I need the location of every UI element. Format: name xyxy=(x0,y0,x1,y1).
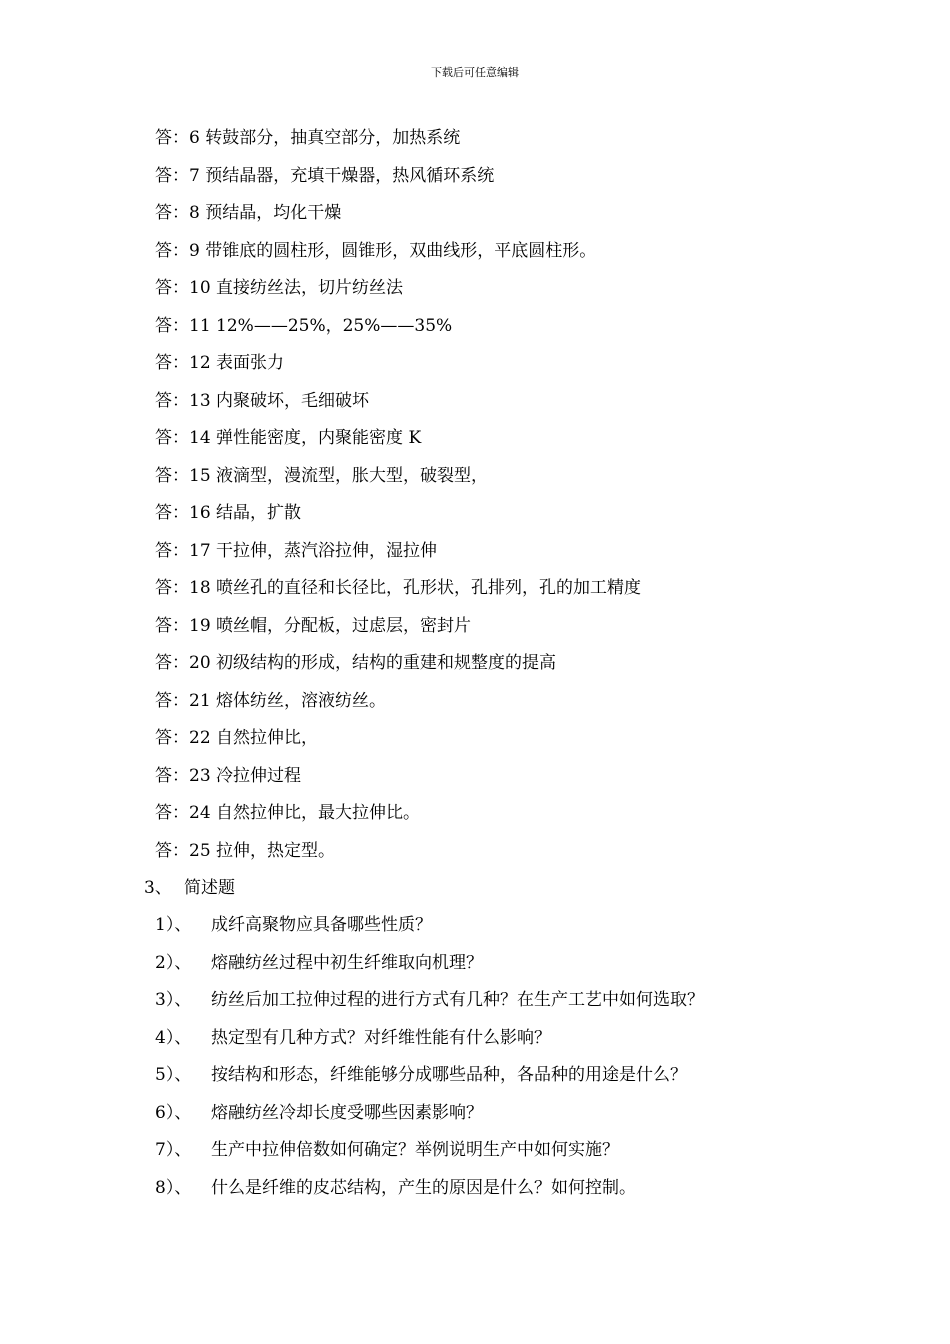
answer-item: 答：24 自然拉伸比，最大拉伸比。 xyxy=(155,803,421,823)
question-item xyxy=(155,987,875,1025)
question-item xyxy=(155,1100,875,1138)
section-number: 3、 xyxy=(144,878,172,898)
question-number: 2）、 xyxy=(155,952,192,973)
question-item xyxy=(155,950,875,988)
answer-item: 答：12 表面张力 xyxy=(155,353,285,373)
question-number: 6）、 xyxy=(155,1102,192,1123)
answer-item: 答：16 结晶，扩散 xyxy=(155,503,302,523)
question-number: 4）、 xyxy=(155,1027,192,1048)
question-number: 3）、 xyxy=(155,990,192,1010)
answer-item: 答：9 带锥底的圆柱形，圆锥形，双曲线形，平底圆柱形。 xyxy=(155,240,597,261)
answer-item: 答：25 拉伸，热定型。 xyxy=(155,840,336,861)
answer-item: 答：15 液滴型，漫流型，胀大型，破裂型， xyxy=(155,465,489,486)
answer-item: 答：21 熔体纺丝，溶液纺丝。 xyxy=(155,690,387,711)
answer-item: 答：23 冷拉伸过程 xyxy=(155,765,302,786)
question-item xyxy=(155,1025,875,1063)
answer-item: 答：13 内聚破坏，毛细破坏 xyxy=(155,390,370,411)
answer-item: 答：7 预结晶器，充填干燥器，热风循环系统 xyxy=(155,165,495,186)
question-text: 纺丝后加工拉伸过程的进行方式有几种？在生产工艺中如何选取？ xyxy=(211,990,704,1010)
answer-item: 答：10 直接纺丝法，切片纺丝法 xyxy=(155,278,404,298)
question-text: 按结构和形态，纤维能够分成哪些品种，各品种的用途是什么？ xyxy=(211,1065,687,1085)
answer-item: 答：17 干拉伸，蒸汽浴拉伸，湿拉伸 xyxy=(155,540,438,561)
section-title: 简述题 xyxy=(184,878,235,898)
question-item xyxy=(155,1175,875,1213)
answer-item: 答：11 12%——25%，25%——35% xyxy=(155,315,453,336)
question-number: 1）、 xyxy=(155,915,192,935)
answer-item: 答：14 弹性能密度，内聚能密度 K xyxy=(155,428,422,448)
answer-item: 答：22 自然拉伸比， xyxy=(155,728,319,748)
question-number: 5）、 xyxy=(155,1065,192,1085)
question-text: 熔融纺丝冷却长度受哪些因素影响？ xyxy=(211,1102,483,1123)
question-text: 熔融纺丝过程中初生纤维取向机理？ xyxy=(211,952,483,973)
question-number: 8）、 xyxy=(155,1177,192,1198)
question-text: 热定型有几种方式？对纤维性能有什么影响？ xyxy=(211,1027,551,1048)
answer-item: 答：8 预结晶，均化干燥 xyxy=(155,203,342,223)
question-item xyxy=(155,1137,875,1175)
question-number: 7）、 xyxy=(155,1140,192,1160)
question-text: 什么是纤维的皮芯结构，产生的原因是什么？如何控制。 xyxy=(211,1177,636,1198)
answer-item: 答：20 初级结构的形成，结构的重建和规整度的提高 xyxy=(155,653,557,673)
answer-list xyxy=(155,125,875,875)
question-text: 生产中拉伸倍数如何确定？举例说明生产中如何实施？ xyxy=(211,1140,619,1160)
question-list xyxy=(155,912,875,1212)
page-header: 下载后可任意编辑 xyxy=(431,66,519,79)
answer-item: 答：6 转鼓部分，抽真空部分，加热系统 xyxy=(155,128,461,148)
question-item xyxy=(155,912,875,950)
question-text: 成纤高聚物应具备哪些性质？ xyxy=(211,915,432,935)
section-heading xyxy=(144,875,235,901)
question-item xyxy=(155,1062,875,1100)
answer-item: 答：19 喷丝帽，分配板，过虑层，密封片 xyxy=(155,615,472,636)
answer-item: 答：18 喷丝孔的直径和长径比，孔形状，孔排列，孔的加工精度 xyxy=(155,578,642,598)
